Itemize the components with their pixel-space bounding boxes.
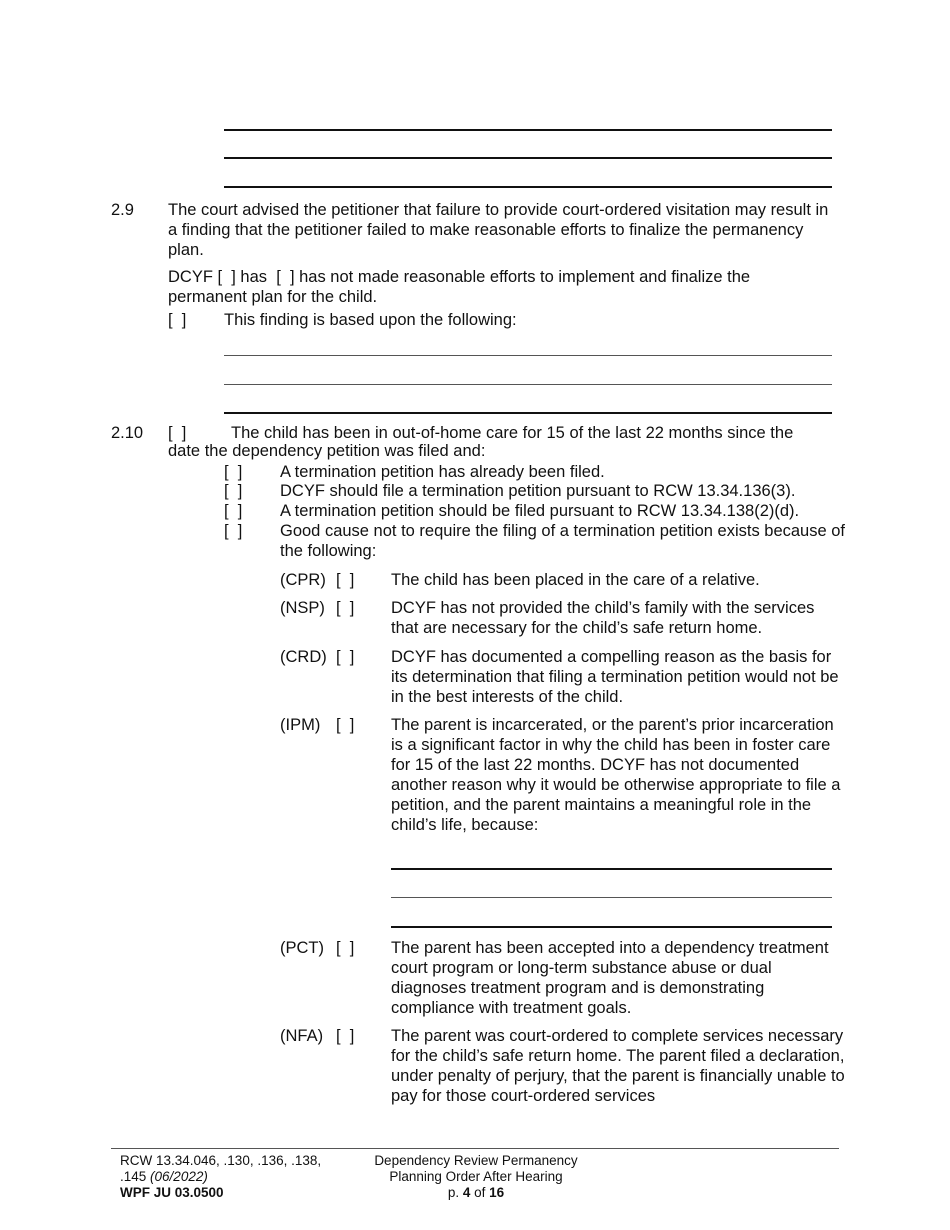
section-2-9-paragraph: The court advised the petitioner that failure to provide court-ordered visitation may result in a finding that the petitioner failed to make reasonable efforts to finalize the permanency plan. — [168, 201, 829, 259]
page-prefix: p. — [447, 1185, 460, 1200]
option-checkbox[interactable]: [ ] — [224, 463, 243, 481]
footer-page-number — [346, 1185, 606, 1201]
good-cause-text: The child has been placed in the care of a relative. — [391, 571, 760, 589]
dcyf-efforts-line: DCYF [ ] has [ ] has not made reasonable efforts to implement and finalize the — [168, 268, 751, 286]
page-current: 4 — [462, 1185, 471, 1200]
blank-line[interactable] — [391, 926, 832, 928]
option-text: A termination petition should be filed pursuant to RCW 13.34.138(2)(d). — [280, 502, 800, 520]
dcyf-efforts-line: permanent plan for the child. — [168, 288, 378, 306]
blank-line[interactable] — [391, 868, 832, 870]
blank-line[interactable] — [224, 384, 832, 385]
good-cause-checkbox[interactable]: [ ] — [336, 648, 355, 666]
good-cause-text: The parent was court-ordered to complete services necessary for the child’s safe return home. The parent filed a declaration, under penalty of perjury, that the parent is financially unable to pay for those court-ordered services — [391, 1027, 845, 1105]
section-2-10-line: date the dependency petition was filed and: — [168, 442, 486, 460]
page-of: of — [474, 1185, 486, 1200]
good-cause-code: (CPR) — [280, 571, 326, 589]
section-number: 2.9 — [111, 201, 134, 219]
footer-rcw-cont: .145 — [120, 1169, 147, 1184]
good-cause-code: (NFA) — [280, 1027, 324, 1045]
good-cause-text: The parent has been accepted into a dependency treatment court program or long-term substance abuse or dual diagnoses treatment program and is demonstrating compliance with treatment goals. — [391, 939, 829, 1017]
section-2-10-line: The child has been in out-of-home care for 15 of the last 22 months since the — [231, 424, 794, 442]
option-text: Good cause not to require the filing of a termination petition exists because of the following: — [280, 522, 846, 560]
footer-rcw-date: (06/2022) — [150, 1169, 208, 1184]
good-cause-checkbox[interactable]: [ ] — [336, 939, 355, 957]
finding-checkbox[interactable]: [ ] — [168, 311, 187, 329]
blank-line[interactable] — [224, 412, 832, 414]
blank-line[interactable] — [224, 355, 832, 356]
footer-title-line: Dependency Review Permanency — [374, 1153, 578, 1168]
good-cause-code: (IPM) — [280, 716, 321, 734]
blank-line[interactable] — [224, 186, 832, 188]
option-text: A termination petition has already been filed. — [280, 463, 605, 481]
blank-line[interactable] — [224, 157, 832, 159]
blank-line[interactable] — [391, 897, 832, 898]
good-cause-checkbox[interactable]: [ ] — [336, 716, 355, 734]
blank-line[interactable] — [224, 129, 832, 131]
footer-form-id: WPF JU 03.0500 — [120, 1185, 224, 1200]
good-cause-checkbox[interactable]: [ ] — [336, 571, 355, 589]
footer-title-line: Planning Order After Hearing — [389, 1169, 563, 1184]
good-cause-code: (NSP) — [280, 599, 325, 617]
page-total: 16 — [489, 1185, 505, 1200]
finding-text: This finding is based upon the following: — [224, 311, 517, 329]
section-number: 2.10 — [111, 424, 144, 442]
good-cause-checkbox[interactable]: [ ] — [336, 1027, 355, 1045]
good-cause-text: The parent is incarcerated, or the parent’s prior incarceration is a significant factor in why the child has been in foster care for 15 of the last 22 months. DCYF has not documented another reason why it would be otherwise appropriate to file a petition, and the parent maintains a meaningful role in the child’s life, because: — [391, 716, 841, 834]
footer-rcw-line — [120, 1169, 321, 1185]
good-cause-checkbox[interactable]: [ ] — [336, 599, 355, 617]
footer-title — [346, 1153, 606, 1201]
option-checkbox[interactable]: [ ] — [224, 502, 243, 520]
footer-rcw — [120, 1153, 321, 1201]
good-cause-code: (CRD) — [280, 648, 327, 666]
option-text: DCYF should file a termination petition pursuant to RCW 13.34.136(3). — [280, 482, 796, 500]
good-cause-text: DCYF has not provided the child’s family with the services that are necessary for the child’s safe return home. — [391, 599, 815, 637]
section-2-10-checkbox[interactable]: [ ] — [168, 424, 187, 442]
option-checkbox[interactable]: [ ] — [224, 522, 243, 540]
good-cause-text: DCYF has documented a compelling reason as the basis for its determination that filing a termination petition would not be in the best interests of the child. — [391, 648, 839, 706]
footer-divider — [111, 1148, 839, 1149]
good-cause-code: (PCT) — [280, 939, 324, 957]
option-checkbox[interactable]: [ ] — [224, 482, 243, 500]
footer-rcw-line: RCW 13.34.046, .130, .136, .138, — [120, 1153, 322, 1168]
